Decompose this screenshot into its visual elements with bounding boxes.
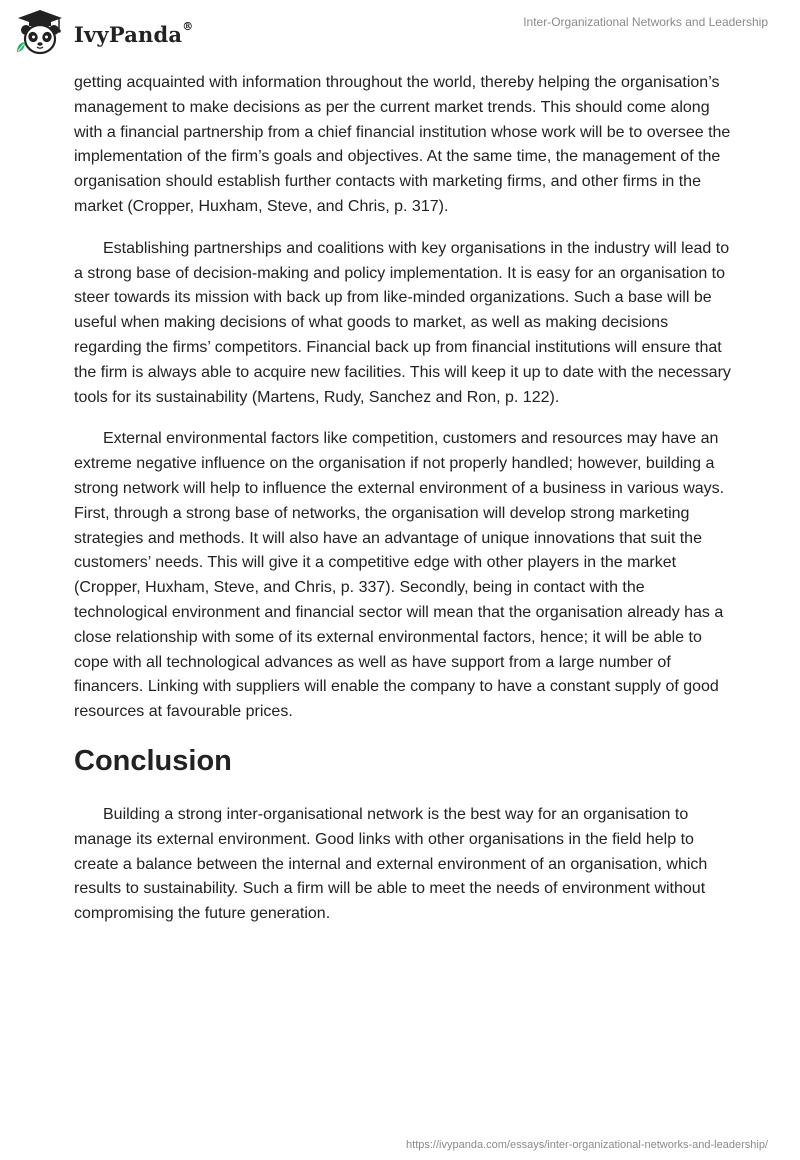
brand-name xyxy=(74,19,194,47)
ivypanda-logo[interactable] xyxy=(14,8,193,56)
page-header xyxy=(0,0,800,64)
paragraph: Building a strong inter-organisational network is the best way for an organisation to manage its external environment. Good links with other organisations in the field help to create a balance between the internal and external environment of an organisation, which results to sustainability. Such a firm will be able to meet the needs of environment without compromising the future generation. xyxy=(74,805,708,923)
document-title: Inter-Organizational Networks and Leadership xyxy=(523,15,768,29)
panda-graduate-icon xyxy=(14,8,66,56)
essay-content xyxy=(74,71,734,944)
source-url[interactable]: https://ivypanda.com/essays/inter-organizational-networks-and-leadership/ xyxy=(406,1139,768,1151)
paragraph: External environmental factors like competition, customers and resources may have an extreme negative influence on the organisation if not properly handled; however, building a strong network will help to influence the external environment of a business in various ways. First, through a strong base of networks, the organisation will develop strong marketing strategies and methods. It will also have an advantage of unique innovations that suit the customers’ needs. This will give it a competitive edge with other players in the market (Cropper, Huxham, Steve, and Chris, p. 337). Secondly, being in contact with the technological environment and financial sector will mean that the organisation already has a close relationship with some of its external environmental factors, hence; it will be able to cope with all technological advances as well as have support from a large number of financers. Linking with suppliers will enable the company to have a constant supply of good resources at favourable prices. xyxy=(74,430,725,721)
paragraph: getting acquainted with information throughout the world, thereby helping the organisation’s management to make decisions as per the current market trends. This should come along with a financial partnership from a chief financial institution whose work will be to oversee the implementation of the firm’s goals and objectives. At the same time, the management of the organisation should establish further contacts with marketing firms, and other firms in the market (Cropper, Huxham, Steve, and Chris, p. 317). xyxy=(74,74,731,215)
paragraph: Establishing partnerships and coalitions with key organisations in the industry will lead to a strong base of decision-making and policy implementation. It is easy for an organisation to steer towards its mission with back up from like-minded organizations. Such a base will be useful when making decisions of what goods to market, as well as making decisions regarding the firms’ competitors. Financial back up from financial institutions will ensure that the firm is always able to acquire new facilities. This will keep it up to date with the necessary tools for its sustainability (Martens, Rudy, Sanchez and Ron, p. 122). xyxy=(74,239,731,406)
registered-mark: ® xyxy=(182,19,194,33)
section-heading-conclusion: Conclusion xyxy=(74,744,232,777)
brand-name-text: IvyPanda xyxy=(74,21,183,47)
